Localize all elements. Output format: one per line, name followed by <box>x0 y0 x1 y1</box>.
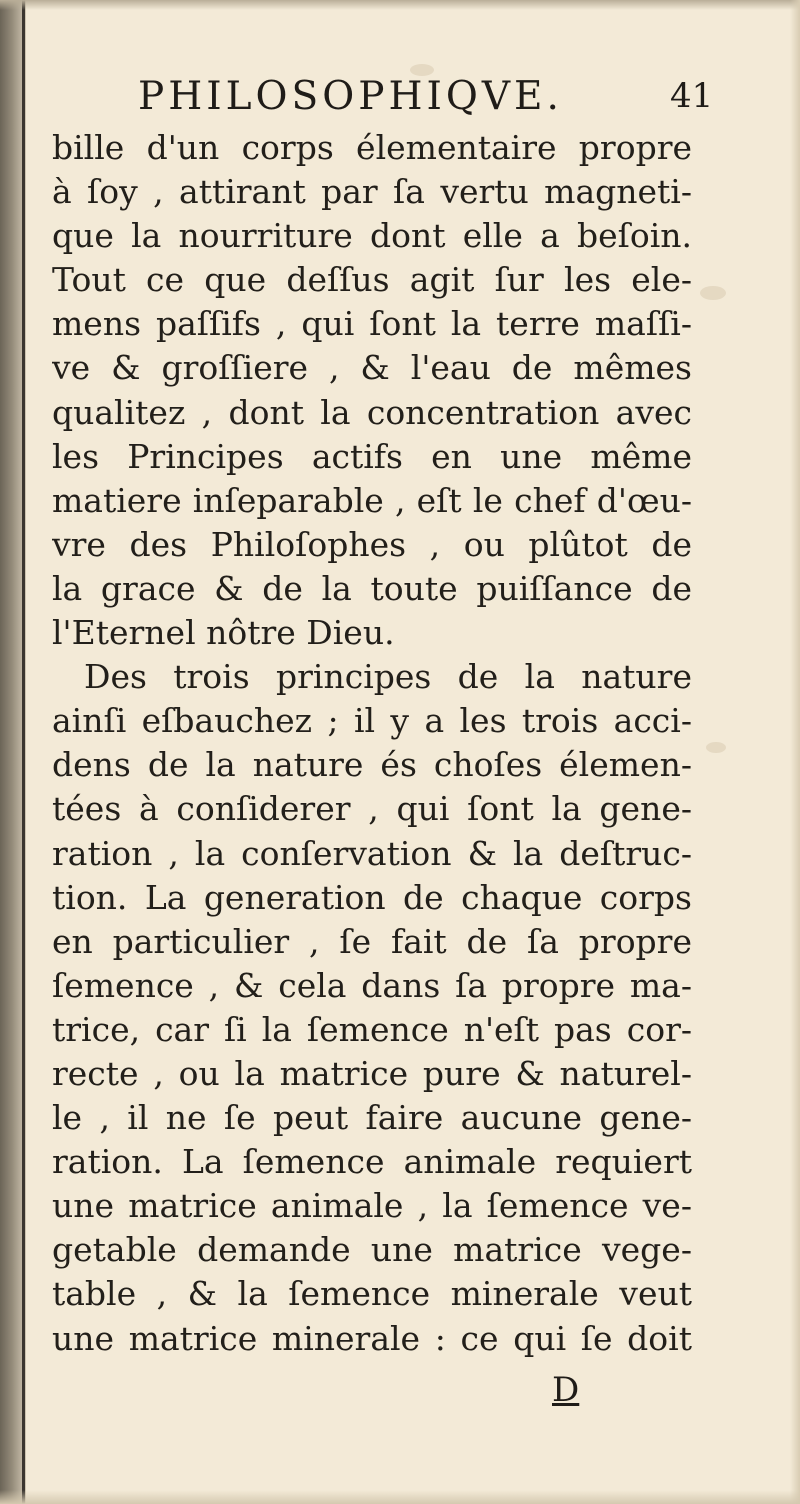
binding-edge-line <box>22 0 25 1504</box>
top-page-shadow <box>0 0 800 10</box>
signature-mark: D <box>552 1370 580 1410</box>
text-line: qualitez , dont la concentration avec <box>52 392 692 432</box>
paper-stain <box>706 742 726 753</box>
text-line: que la nourriture dont elle a beſoin. <box>52 216 692 256</box>
text-line: bille d'un corps élementaire propre <box>52 128 692 167</box>
text-line: une matrice minerale : ce qui ſe doit <box>52 1318 692 1358</box>
bottom-page-edge <box>0 1490 800 1504</box>
text-line: Tout ce que deſſus agit ſur les ele- <box>52 260 692 300</box>
text-line: ſemence , & cela dans ſa propre ma- <box>52 965 692 1005</box>
paragraph-start-line: Des trois principes de la nature <box>84 657 692 697</box>
text-line: matiere inſeparable , eſt le chef d'œu- <box>52 480 692 520</box>
text-line: table , & la ſemence minerale veut <box>52 1274 692 1314</box>
text-line: le , il ne ſe peut faire aucune gene- <box>52 1098 692 1138</box>
text-line: la grace & de la toute puiſſance de <box>52 568 692 608</box>
text-line: ration. La ſemence animale requiert <box>52 1142 692 1182</box>
right-page-edge <box>790 0 800 1504</box>
text-line: getable demande une matrice vege- <box>52 1230 692 1270</box>
page-number: 41 <box>670 76 714 116</box>
text-line: ainſi eſbauchez ; il y a les trois acci- <box>52 701 692 741</box>
text-line: tées à conſiderer , qui ſont la gene- <box>52 789 692 829</box>
paragraph-end-line: l'Eternel nôtre Dieu. <box>52 613 395 653</box>
text-line: à ſoy , attirant par ſa vertu magneti- <box>52 172 692 212</box>
text-line: en particulier , ſe fait de ſa propre <box>52 921 692 961</box>
text-line: ve & groſſiere , & l'eau de mêmes <box>52 348 692 388</box>
text-line: dens de la nature és choſes élemen- <box>52 745 692 785</box>
text-line: trice, car ſi la ſemence n'eſt pas cor- <box>52 1009 692 1049</box>
text-line: tion. La generation de chaque corps <box>52 877 692 917</box>
text-line: vre des Philoſophes , ou plûtot de <box>52 524 692 564</box>
text-line: une matrice animale , la ſemence ve- <box>52 1186 692 1226</box>
body-text <box>52 126 692 1361</box>
text-line: mens paſſifs , qui ſont la terre maſſi- <box>52 304 692 344</box>
text-line: ration , la conſervation & la deſtruc- <box>52 833 692 873</box>
paper-stain <box>700 286 726 300</box>
text-line: recte , ou la matrice pure & naturel- <box>52 1053 692 1093</box>
running-head: PHILOSOPHIQVE. <box>138 74 563 119</box>
text-line: les Principes actifs en une même <box>52 436 692 476</box>
